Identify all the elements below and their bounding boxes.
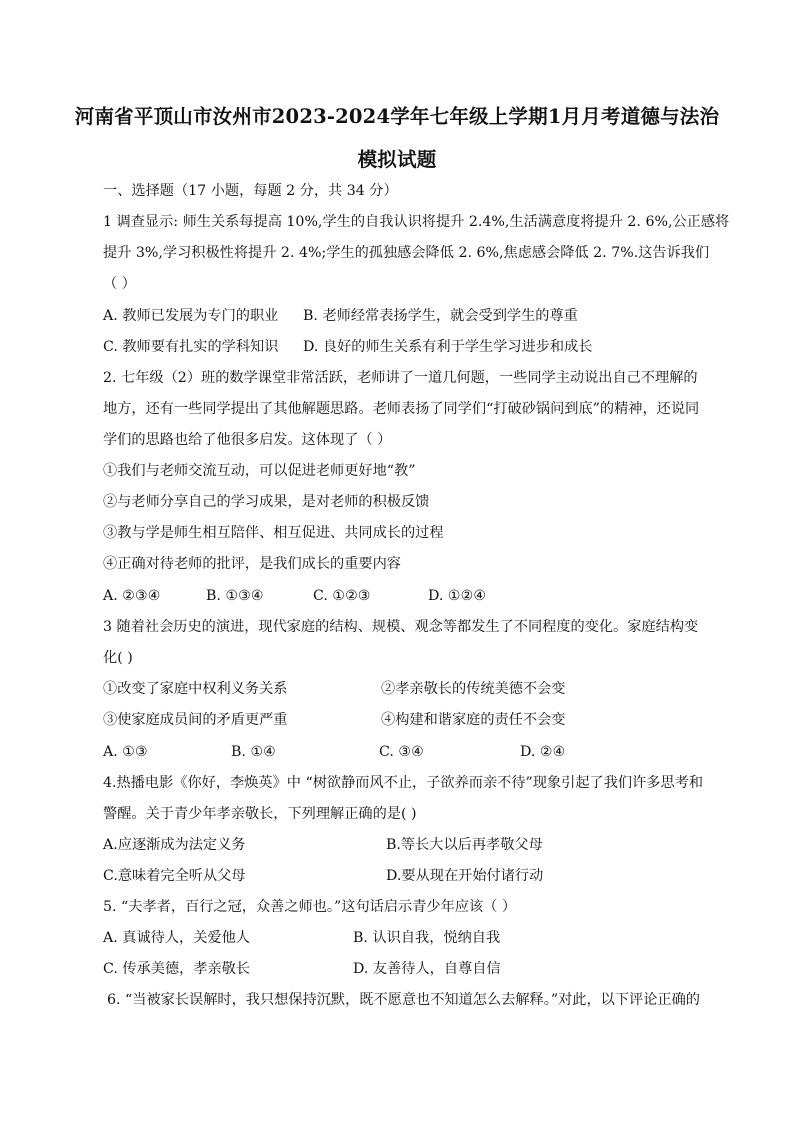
- q3-item-3: ③使家庭成员间的矛盾更严重: [103, 712, 288, 728]
- q2-item-1: ①我们与老师交流互动，可以促进老师更好地“教”: [103, 463, 416, 479]
- q5-stem: 5. “夫孝者，百行之冠，众善之师也。”这句话启示青少年应该（ ）: [103, 899, 517, 915]
- q3-item-2: ②孝亲敬长的传统美德不会变: [381, 681, 566, 697]
- q4-stem-line1: 4.热播电影《你好，李焕英》中 “树欲静而风不止，子欲养而亲不待”现象引起了我们许多思考和: [103, 775, 704, 791]
- q2-stem-line3: 学们的思路也给了他很多启发。这体现了（ ）: [103, 432, 392, 448]
- q3-option-d: D. ②④: [520, 744, 566, 760]
- q5-option-a: A. 真诚待人，关爱他人: [103, 930, 250, 946]
- q3-option-c: C. ③④: [379, 744, 424, 760]
- q3-option-a: A. ①③: [103, 744, 148, 760]
- q1-option-c: C. 教师要有扎实的学科知识: [103, 339, 279, 355]
- q1-stem-line3: （ ）: [103, 276, 136, 292]
- q2-stem-line1: 2. 七年级（2）班的数学课堂非常活跃，老师讲了一道几何题，一些同学主动说出自己不理解的: [103, 370, 698, 386]
- q2-option-b: B. ①③④: [206, 588, 264, 604]
- q5-option-c: C. 传承美德，孝亲敬长: [103, 961, 251, 977]
- q3-item-1: ①改变了家庭中权利义务关系: [103, 681, 288, 697]
- q3-stem-line1: 3 随着社会历史的演进，现代家庭的结构、规模、观念等都发生了不同程度的变化。家庭结构变: [103, 619, 699, 635]
- q2-option-c: C. ①②③: [313, 588, 371, 604]
- q2-item-3: ③教与学是师生相互陪伴、相互促进、共同成长的过程: [103, 525, 444, 541]
- exam-title-line2: 模拟试题: [357, 148, 437, 171]
- q5-option-d: D. 友善待人，自尊自信: [353, 961, 501, 977]
- q3-option-b: B. ①④: [231, 744, 276, 760]
- q2-option-a: A. ②③④: [103, 588, 161, 604]
- q2-option-d: D. ①②④: [428, 588, 487, 604]
- q4-stem-line2: 警醒。关于青少年孝亲敬长，下列理解正确的是( ): [103, 806, 417, 822]
- q1-option-d: D. 良好的师生关系有利于学生学习进步和成长: [303, 339, 593, 355]
- q2-item-4: ④正确对待老师的批评，是我们成长的重要内容: [103, 556, 401, 572]
- q1-stem-line1: 1 调查显示: 师生关系每提高 10%,学生的自我认识将提升 2.4%,生活满意度将提升 2. 6%,公正感将: [103, 214, 730, 230]
- q5-option-b: B. 认识自我，悦纳自我: [353, 930, 501, 946]
- q2-stem-line2: 地方，还有一些同学提出了其他解题思路。老师表扬了同学们“打破砂锅问到底”的精神，还说同: [103, 401, 700, 417]
- q6-stem: 6. “当被家长误解时，我只想保持沉默，既不愿意也不知道怎么去解释。”对此，以下评论正确的: [107, 992, 700, 1008]
- q4-option-c: C.意味着完全听从父母: [103, 868, 246, 884]
- q2-item-2: ②与老师分享自己的学习成果，是对老师的积极反馈: [103, 494, 430, 510]
- section-heading: 一、选择题（17 小题，每题 2 分，共 34 分）: [103, 183, 398, 199]
- q4-option-a: A.应逐渐成为法定义务: [103, 837, 246, 853]
- q1-stem-line2: 提升 3%,学习积极性将提升 2. 4%;学生的孤独感会降低 2. 6%,焦虑感会降低 2. 7%.这告诉我们: [103, 245, 710, 261]
- q3-stem-line2: 化( ): [103, 650, 133, 666]
- exam-title-line1: 河南省平顶山市汝州市2023-2024学年七年级上学期1月月考道德与法治: [74, 105, 720, 128]
- q1-option-b: B. 老师经常表扬学生，就会受到学生的尊重: [303, 308, 578, 324]
- q3-item-4: ④构建和谐家庭的责任不会变: [381, 712, 566, 728]
- q4-option-b: B.等长大以后再孝敬父母: [386, 837, 543, 853]
- q4-option-d: D.要从现在开始付诸行动: [386, 868, 544, 884]
- q1-option-a: A. 教师已发展为专门的职业: [103, 308, 279, 324]
